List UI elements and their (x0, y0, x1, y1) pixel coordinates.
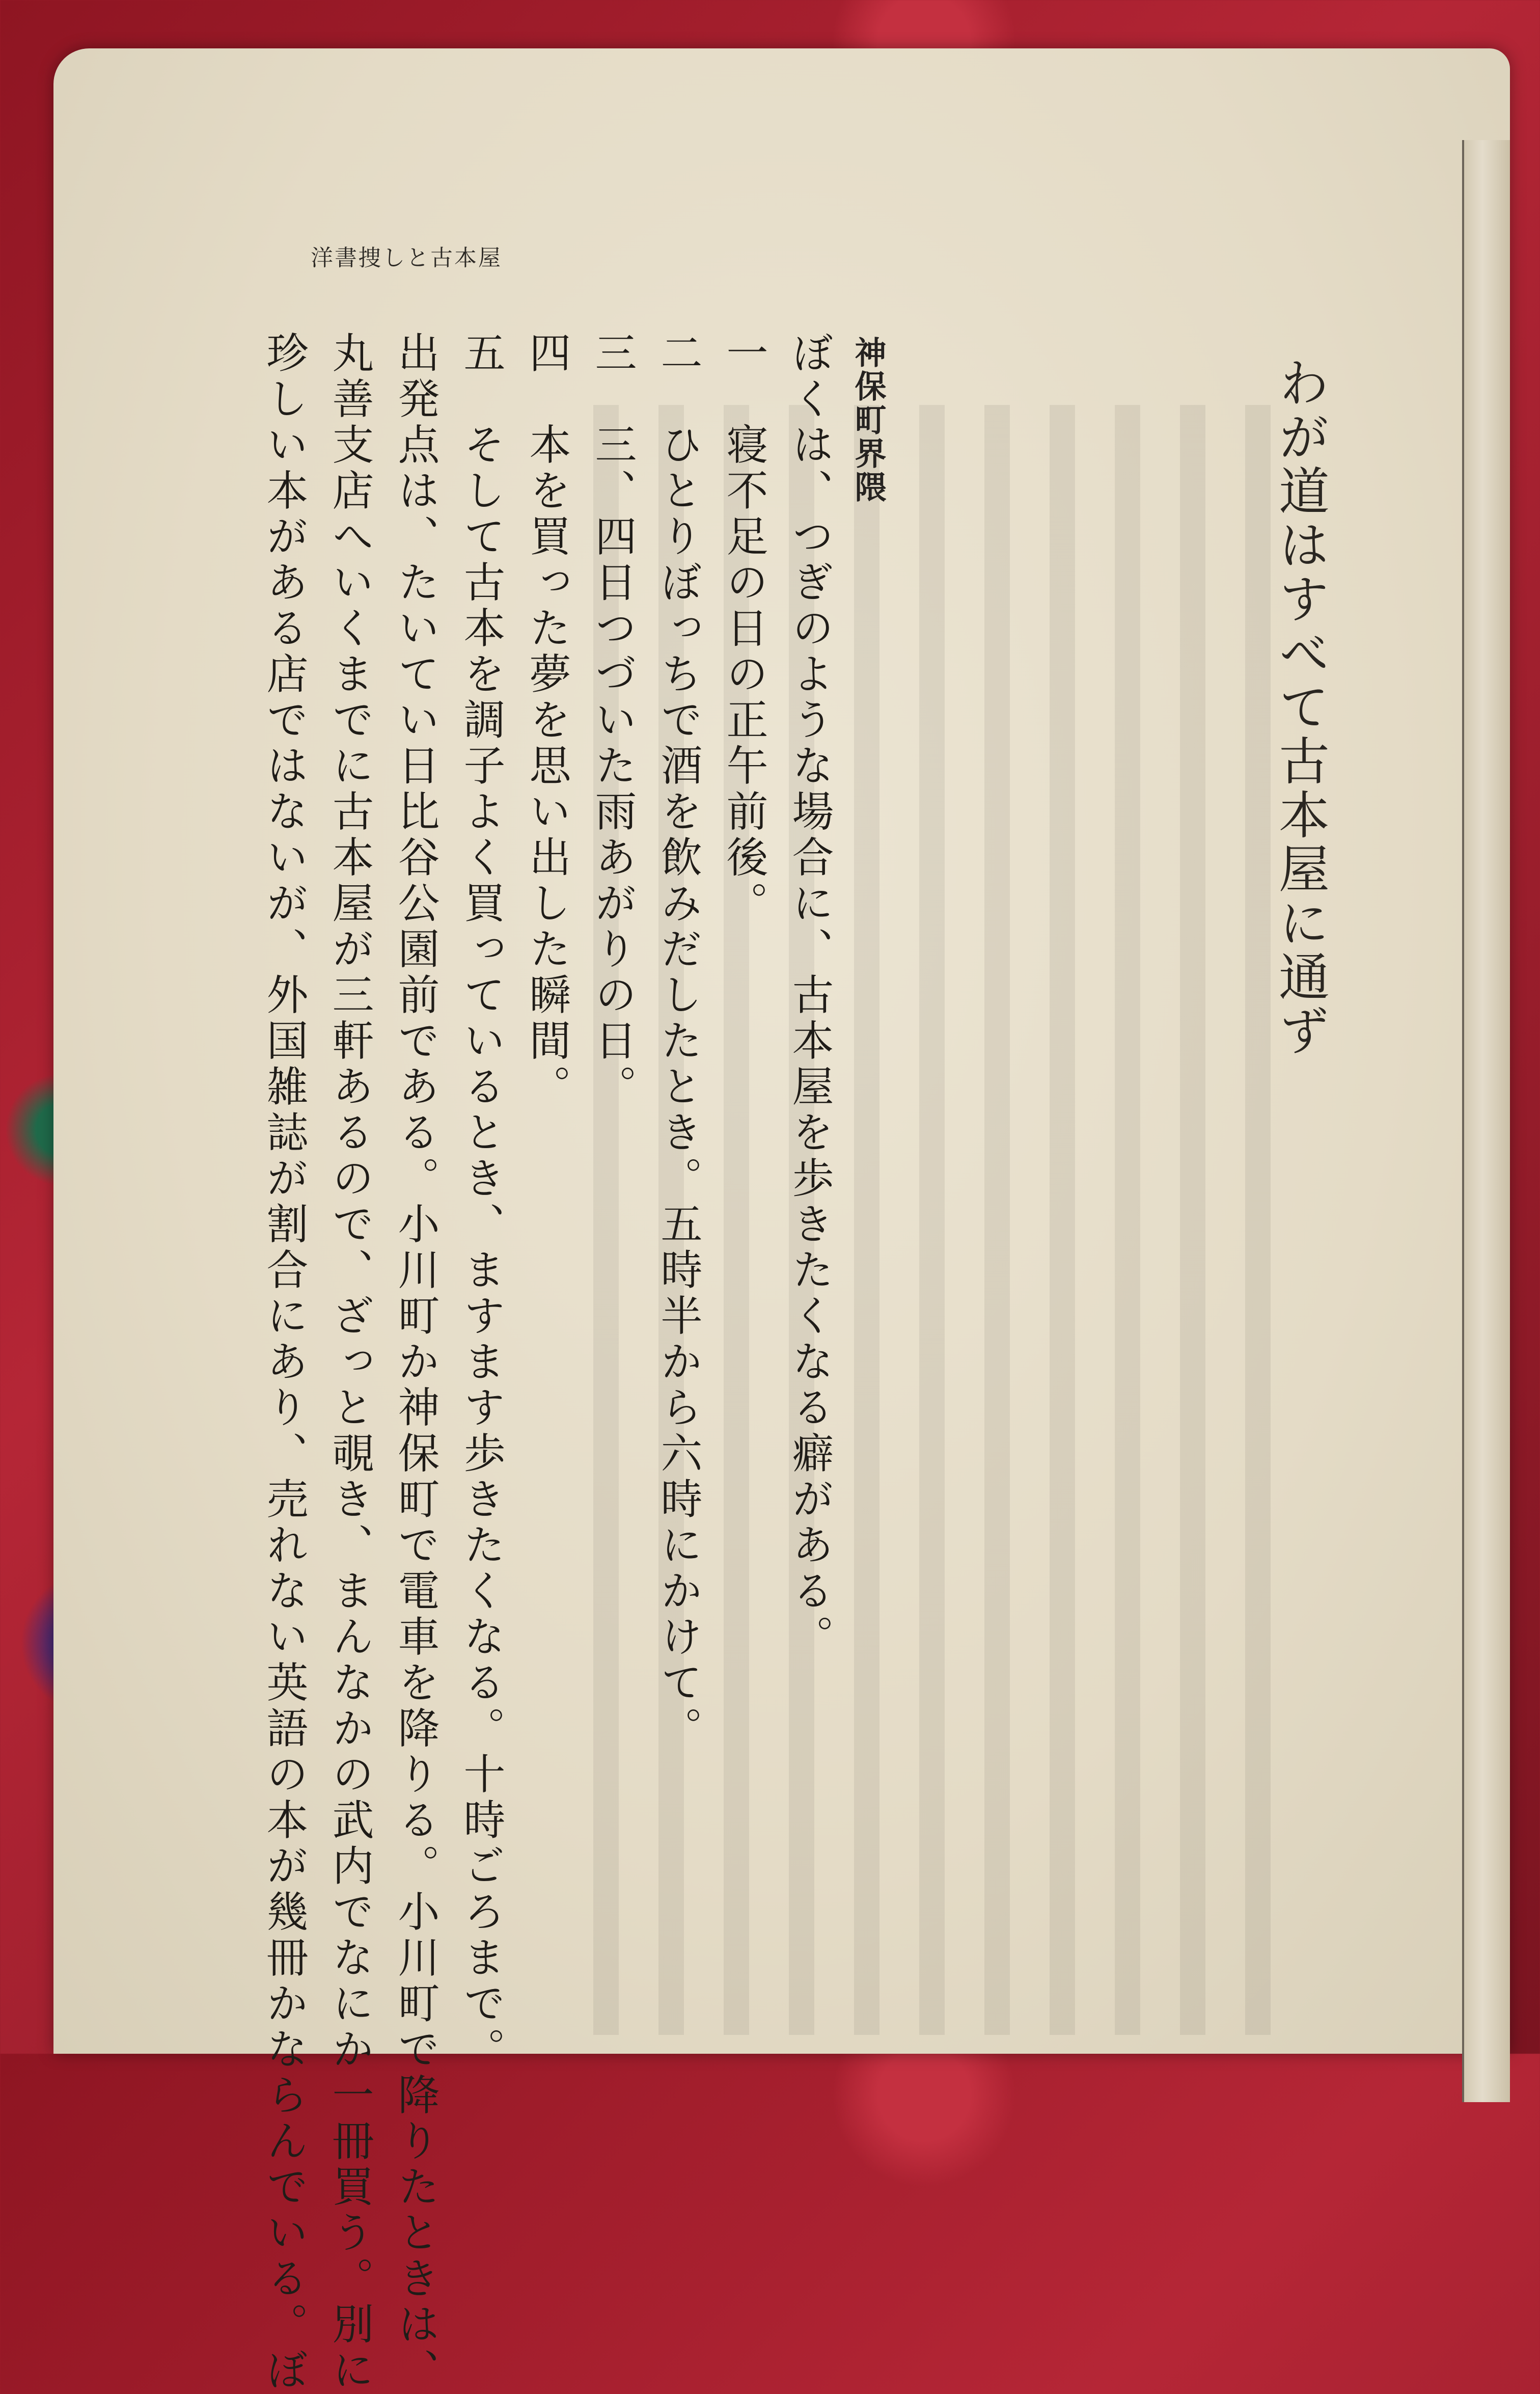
body-line: 一 寝不足の日の正午前後。 (720, 331, 768, 927)
body-line: 珍しい本がある店ではないが、外国雑誌が割合にあり、売れない英語の本が幾冊かならんでいる。ぼ (260, 331, 308, 2394)
section-title: 神保町界隈 (849, 336, 887, 504)
running-head: 洋書捜しと古本屋 (311, 245, 502, 271)
body-line: 五 そして古本を調子よく買っているとき、ますます歩きたくなる。十時ごろまで。 (457, 331, 505, 2073)
body-line: 二 ひとりぼっちで酒を飲みだしたとき。五時半から六時にかけて。 (654, 331, 702, 1752)
body-line: 三 三、四日つづいた雨あがりの日。 (588, 331, 637, 1110)
body-line: ぼくは、つぎのような場合に、古本屋を歩きたくなる癖がある。 (785, 331, 834, 1661)
chapter-title: わが道はすべて古本屋に通ず (1270, 357, 1330, 1058)
body-line: 丸善支店へいくまでに古本屋が三軒あるので、ざっと覗き、まんなかの武内でなにか一冊買う。別に (325, 331, 374, 2394)
body-line: 出発点は、たいてい日比谷公園前である。小川町か神保町で電車を降りる。小川町で降りたときは、 (391, 331, 439, 2394)
body-line: 四 本を買った夢を思い出した瞬間。 (522, 331, 571, 1110)
page-edge (1462, 140, 1510, 2102)
body-text (251, 331, 842, 2394)
